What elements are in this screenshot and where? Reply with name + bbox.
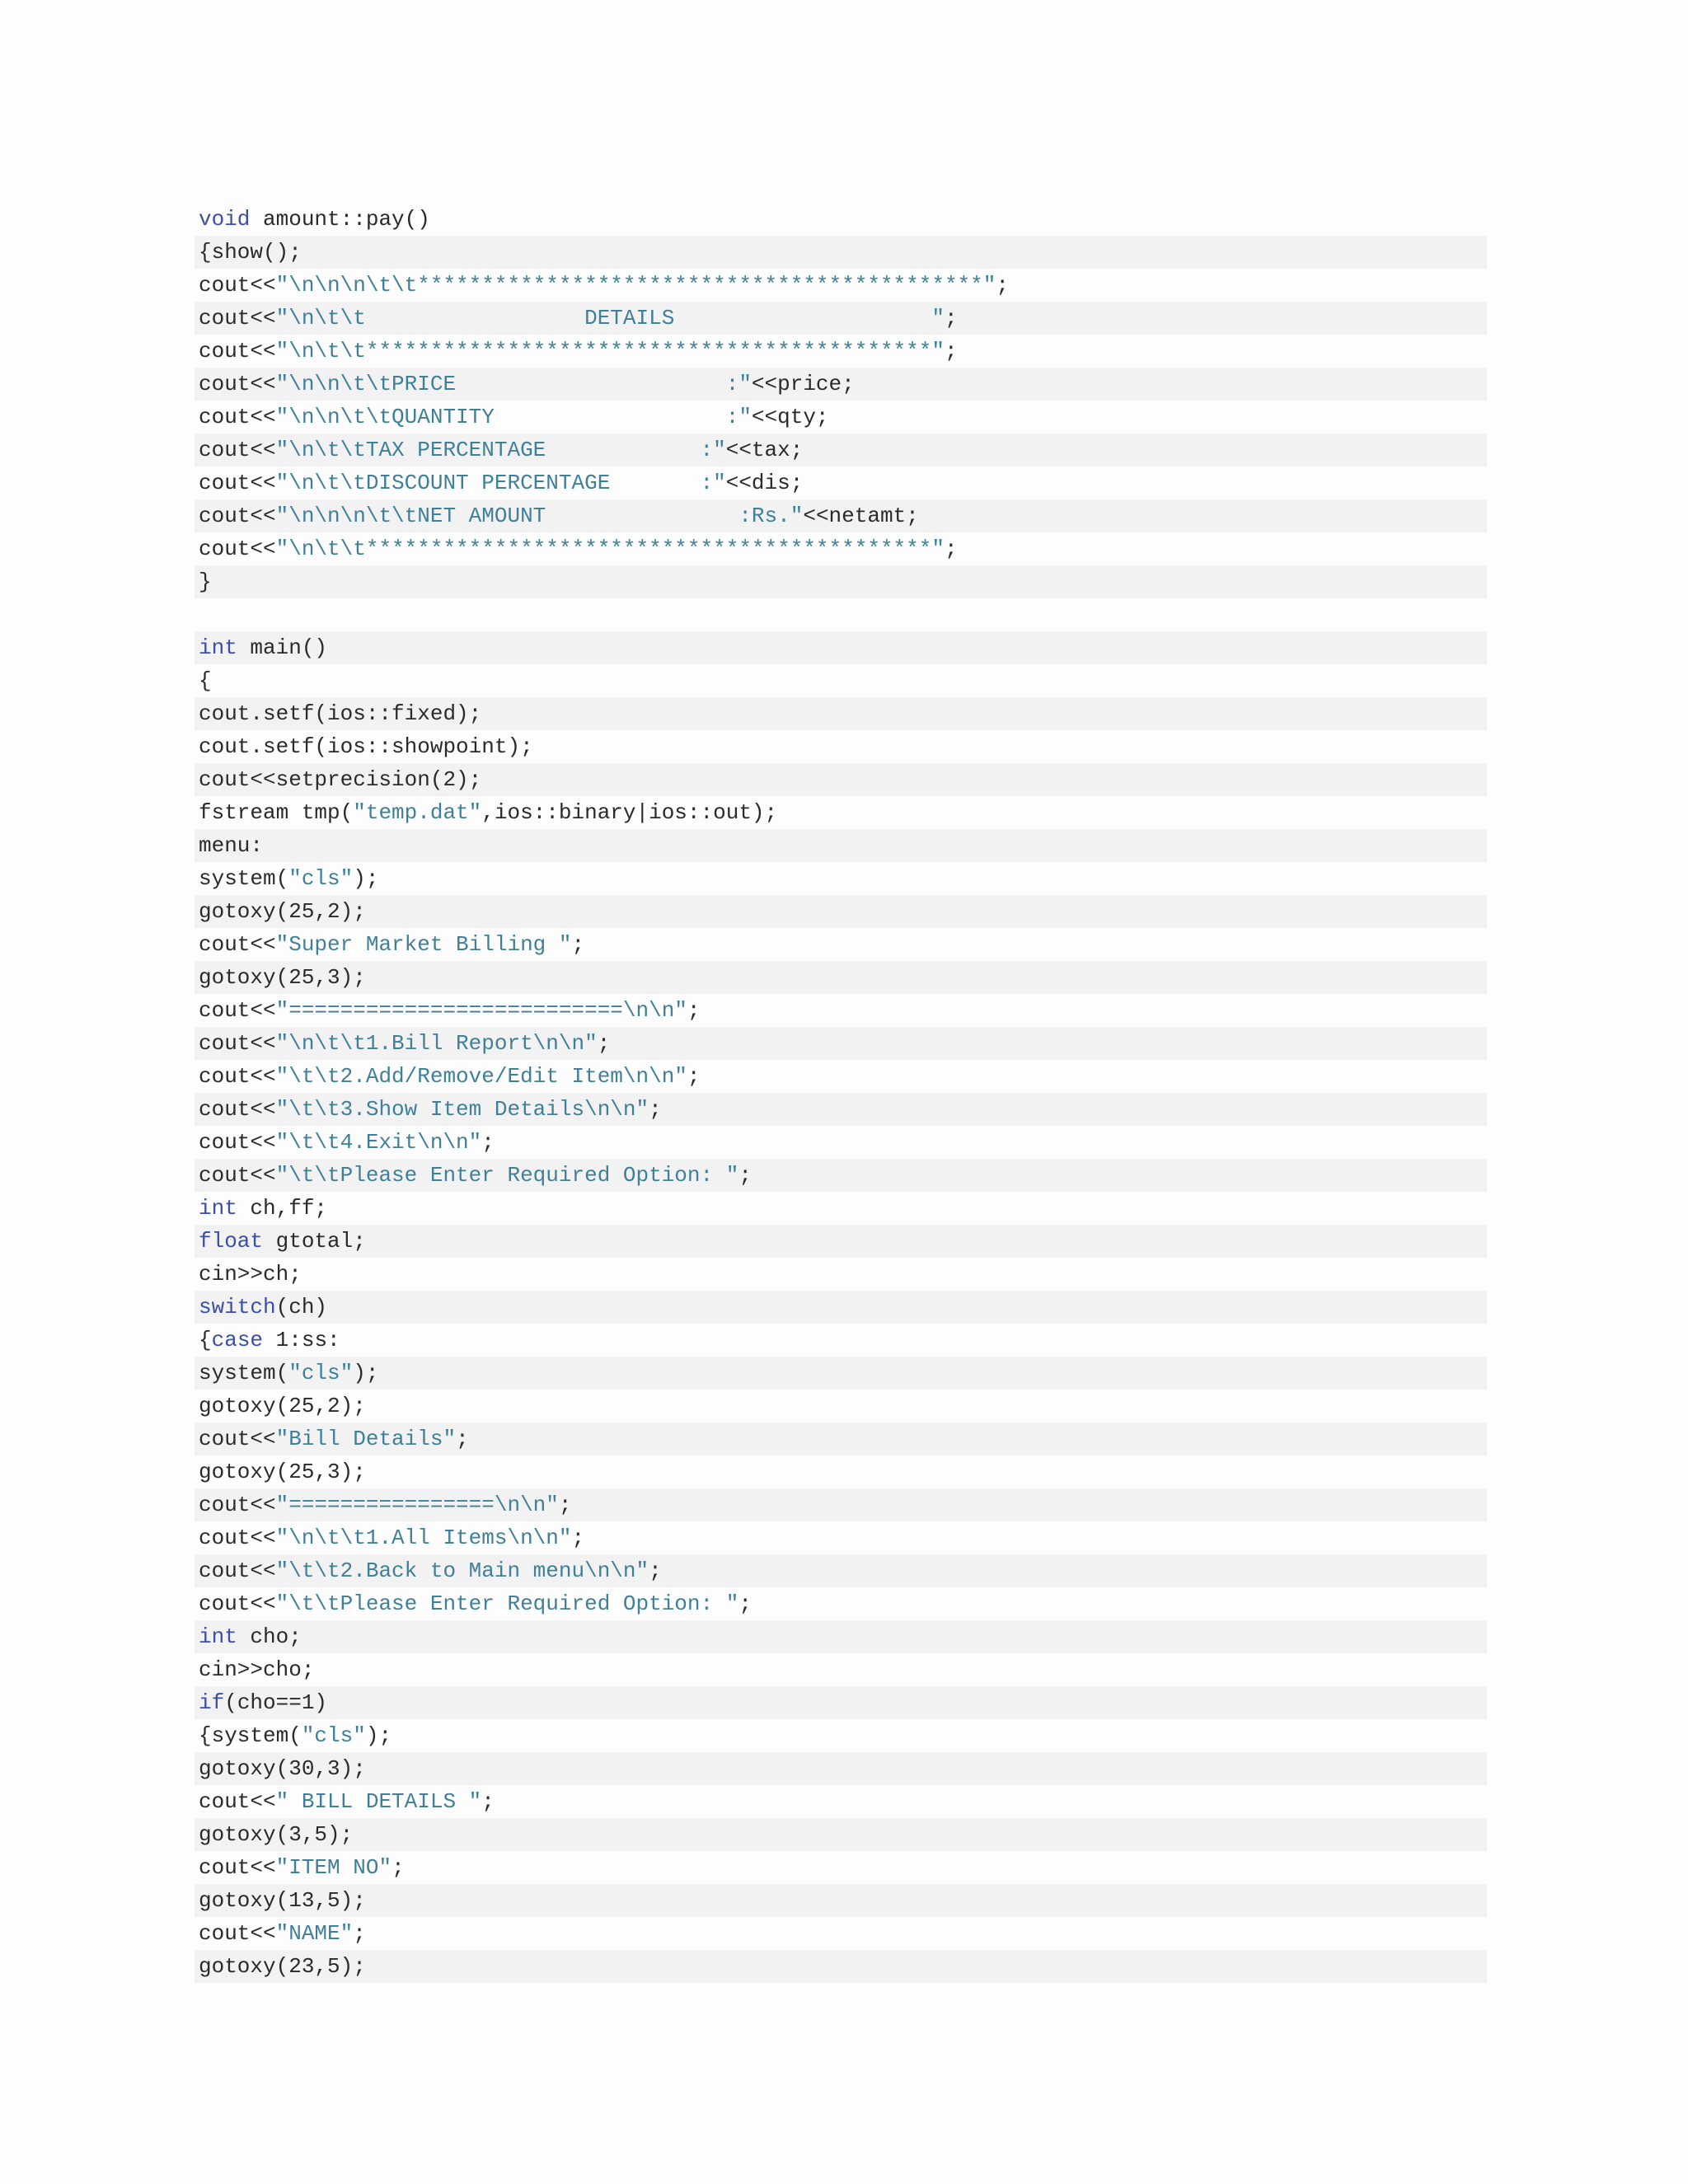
code-text: cout<< bbox=[199, 1064, 276, 1089]
code-keyword: void bbox=[199, 207, 251, 232]
code-text: system( bbox=[199, 1361, 289, 1385]
code-text: cout<< bbox=[199, 471, 276, 495]
code-string: "\t\t2.Add/Remove/Edit Item\n\n" bbox=[275, 1064, 687, 1089]
code-string: "\n\t\tDISCOUNT PERCENTAGE :" bbox=[275, 471, 726, 495]
code-text: ); bbox=[365, 1723, 392, 1748]
code-line bbox=[195, 1719, 1487, 1752]
code-string: "cls" bbox=[288, 1361, 354, 1385]
code-text: cho; bbox=[237, 1624, 302, 1649]
code-line bbox=[195, 1126, 1487, 1159]
code-line bbox=[195, 829, 1487, 862]
code-line bbox=[195, 1455, 1487, 1488]
code-text: 1:ss: bbox=[263, 1328, 340, 1352]
code-text: ; bbox=[944, 339, 958, 363]
code-line bbox=[195, 1357, 1487, 1390]
code-text: cout<<setprecision(2); bbox=[199, 767, 482, 792]
code-line bbox=[195, 302, 1487, 335]
code-text: <<price; bbox=[751, 372, 855, 396]
code-line bbox=[195, 928, 1487, 961]
code-string: " BILL DETAILS " bbox=[275, 1789, 482, 1814]
code-text: {system( bbox=[199, 1723, 302, 1748]
code-string: "\n\n\n\t\t********************************************" bbox=[275, 273, 996, 298]
code-text: gotoxy(13,5); bbox=[199, 1888, 366, 1913]
code-text: cout<< bbox=[199, 273, 276, 298]
code-text: ; bbox=[456, 1427, 469, 1451]
code-string: "\n\t\t********************************************" bbox=[275, 537, 945, 561]
code-text: gotoxy(25,2); bbox=[199, 1394, 366, 1418]
code-text: ; bbox=[571, 932, 585, 957]
code-text: (cho==1) bbox=[224, 1690, 328, 1715]
code-line bbox=[195, 1488, 1487, 1521]
code-line bbox=[195, 631, 1487, 664]
code-keyword: int bbox=[199, 1624, 237, 1649]
code-line bbox=[195, 1192, 1487, 1225]
code-text: ; bbox=[996, 273, 1009, 298]
code-text: { bbox=[199, 1328, 212, 1352]
code-line bbox=[195, 994, 1487, 1027]
code-text: cout<< bbox=[199, 1097, 276, 1122]
code-text: gotoxy(23,5); bbox=[199, 1954, 366, 1979]
code-text: gtotal; bbox=[263, 1229, 366, 1254]
code-text: cout<< bbox=[199, 438, 276, 462]
code-text: ; bbox=[687, 1064, 701, 1089]
code-text: (ch) bbox=[275, 1295, 328, 1319]
code-line bbox=[195, 269, 1487, 302]
code-line bbox=[195, 697, 1487, 730]
code-string: "\n\n\n\t\tNET AMOUNT :Rs." bbox=[275, 504, 804, 528]
code-text: cout<< bbox=[199, 1789, 276, 1814]
code-line bbox=[195, 532, 1487, 565]
code-line bbox=[195, 401, 1487, 434]
code-text: cout<< bbox=[199, 1427, 276, 1451]
code-text: cout<< bbox=[199, 1493, 276, 1517]
code-text: ; bbox=[944, 537, 958, 561]
code-text: cout<< bbox=[199, 1163, 276, 1188]
code-keyword: if bbox=[199, 1690, 225, 1715]
code-text: system( bbox=[199, 866, 289, 891]
code-text: gotoxy(3,5); bbox=[199, 1822, 354, 1847]
code-keyword: int bbox=[199, 1196, 237, 1221]
code-text: gotoxy(25,2); bbox=[199, 899, 366, 924]
code-string: "\t\tPlease Enter Required Option: " bbox=[275, 1163, 739, 1188]
code-string: "\n\t\tTAX PERCENTAGE :" bbox=[275, 438, 726, 462]
code-text: <<dis; bbox=[725, 471, 804, 495]
code-line bbox=[195, 203, 1487, 236]
code-line bbox=[195, 1521, 1487, 1554]
code-text: ; bbox=[649, 1558, 662, 1583]
code-text: cout<< bbox=[199, 537, 276, 561]
code-text: ; bbox=[944, 306, 958, 330]
code-text: cout<< bbox=[199, 339, 276, 363]
code-line bbox=[195, 598, 1487, 631]
code-string: "\n\n\t\tQUANTITY :" bbox=[275, 405, 752, 429]
code-line bbox=[195, 1225, 1487, 1258]
code-line bbox=[195, 895, 1487, 928]
code-line bbox=[195, 1093, 1487, 1126]
code-text: cout.setf(ios::showpoint); bbox=[199, 734, 533, 759]
code-line bbox=[195, 1818, 1487, 1851]
code-line bbox=[195, 1324, 1487, 1357]
code-string: "Super Market Billing " bbox=[275, 932, 572, 957]
code-text: amount::pay() bbox=[250, 207, 430, 232]
code-text: cout<< bbox=[199, 1031, 276, 1056]
code-string: "================\n\n" bbox=[275, 1493, 559, 1517]
code-string: "cls" bbox=[288, 866, 354, 891]
code-text: ; bbox=[481, 1789, 495, 1814]
code-line bbox=[195, 1390, 1487, 1422]
code-line bbox=[195, 1159, 1487, 1192]
code-string: "\n\t\t DETAILS " bbox=[275, 306, 945, 330]
code-line bbox=[195, 1884, 1487, 1917]
code-string: "Bill Details" bbox=[275, 1427, 457, 1451]
code-text: ; bbox=[558, 1493, 572, 1517]
code-text: ; bbox=[687, 998, 701, 1023]
code-text: cout<< bbox=[199, 1591, 276, 1616]
code-keyword: case bbox=[211, 1328, 264, 1352]
code-line bbox=[195, 862, 1487, 895]
code-text: ; bbox=[738, 1591, 752, 1616]
code-text: ); bbox=[353, 1361, 379, 1385]
code-text: cout<< bbox=[199, 1130, 276, 1155]
code-text: {show(); bbox=[199, 240, 302, 265]
code-text: ; bbox=[738, 1163, 752, 1188]
code-text: cout<< bbox=[199, 405, 276, 429]
code-text: cout<< bbox=[199, 1921, 276, 1946]
code-text: ,ios::binary|ios::out); bbox=[481, 800, 778, 825]
code-text: cout<< bbox=[199, 504, 276, 528]
code-string: "temp.dat" bbox=[353, 800, 482, 825]
code-line bbox=[195, 1851, 1487, 1884]
code-line bbox=[195, 1620, 1487, 1653]
code-line bbox=[195, 466, 1487, 499]
code-line bbox=[195, 1752, 1487, 1785]
code-line bbox=[195, 1027, 1487, 1060]
code-line bbox=[195, 961, 1487, 994]
code-text: ; bbox=[353, 1921, 366, 1946]
code-text: cout<< bbox=[199, 932, 276, 957]
code-line bbox=[195, 1686, 1487, 1719]
code-line bbox=[195, 1785, 1487, 1818]
code-text: ch,ff; bbox=[237, 1196, 328, 1221]
code-text: ; bbox=[392, 1855, 405, 1880]
code-line bbox=[195, 1422, 1487, 1455]
code-text: menu: bbox=[199, 833, 264, 858]
code-text: ; bbox=[571, 1526, 585, 1550]
code-line bbox=[195, 434, 1487, 466]
code-line bbox=[195, 236, 1487, 269]
code-line bbox=[195, 1258, 1487, 1291]
code-string: "\t\t4.Exit\n\n" bbox=[275, 1130, 482, 1155]
code-line bbox=[195, 1950, 1487, 1983]
code-text: cin>>cho; bbox=[199, 1657, 315, 1682]
code-text: <<qty; bbox=[751, 405, 829, 429]
code-text: ; bbox=[597, 1031, 611, 1056]
code-text: ; bbox=[481, 1130, 495, 1155]
code-keyword: switch bbox=[199, 1295, 276, 1319]
code-line bbox=[195, 368, 1487, 401]
code-text: ); bbox=[353, 866, 379, 891]
code-string: "\t\t3.Show Item Details\n\n" bbox=[275, 1097, 649, 1122]
code-text: <<netamt; bbox=[803, 504, 919, 528]
code-text: } bbox=[199, 569, 212, 594]
code-text: ; bbox=[649, 1097, 662, 1122]
code-string: "\n\t\t1.Bill Report\n\n" bbox=[275, 1031, 598, 1056]
code-text: cout<< bbox=[199, 1855, 276, 1880]
code-text: gotoxy(25,3); bbox=[199, 965, 366, 990]
code-text: gotoxy(25,3); bbox=[199, 1460, 366, 1484]
code-text: cout.setf(ios::fixed); bbox=[199, 701, 482, 726]
code-line bbox=[195, 1060, 1487, 1093]
code-string: "\t\tPlease Enter Required Option: " bbox=[275, 1591, 739, 1616]
code-text: cout<< bbox=[199, 1526, 276, 1550]
code-string: "ITEM NO" bbox=[275, 1855, 392, 1880]
code-line bbox=[195, 335, 1487, 368]
code-string: "cls" bbox=[301, 1723, 366, 1748]
code-text: <<tax; bbox=[725, 438, 804, 462]
code-string: "\n\t\t1.All Items\n\n" bbox=[275, 1526, 572, 1550]
code-string: "\n\t\t********************************************" bbox=[275, 339, 945, 363]
code-line bbox=[195, 1653, 1487, 1686]
code-string: "NAME" bbox=[275, 1921, 354, 1946]
code-text: cout<< bbox=[199, 372, 276, 396]
code-text: fstream tmp( bbox=[199, 800, 354, 825]
code-text: cin>>ch; bbox=[199, 1262, 302, 1286]
code-string: "==========================\n\n" bbox=[275, 998, 687, 1023]
code-string: "\n\n\t\tPRICE :" bbox=[275, 372, 752, 396]
code-text: gotoxy(30,3); bbox=[199, 1756, 366, 1781]
code-line bbox=[195, 499, 1487, 532]
code-line bbox=[195, 1554, 1487, 1587]
code-text: cout<< bbox=[199, 998, 276, 1023]
code-line bbox=[195, 1587, 1487, 1620]
code-text: cout<< bbox=[199, 306, 276, 330]
code-string: "\t\t2.Back to Main menu\n\n" bbox=[275, 1558, 649, 1583]
code-listing bbox=[195, 203, 1487, 1983]
code-line bbox=[195, 763, 1487, 796]
code-line bbox=[195, 1291, 1487, 1324]
code-keyword: float bbox=[199, 1229, 264, 1254]
code-line bbox=[195, 664, 1487, 697]
code-line bbox=[195, 1917, 1487, 1950]
code-text: { bbox=[199, 668, 212, 693]
code-line bbox=[195, 565, 1487, 598]
code-text: main() bbox=[237, 635, 328, 660]
code-text: cout<< bbox=[199, 1558, 276, 1583]
code-line bbox=[195, 796, 1487, 829]
code-line bbox=[195, 730, 1487, 763]
code-keyword: int bbox=[199, 635, 237, 660]
